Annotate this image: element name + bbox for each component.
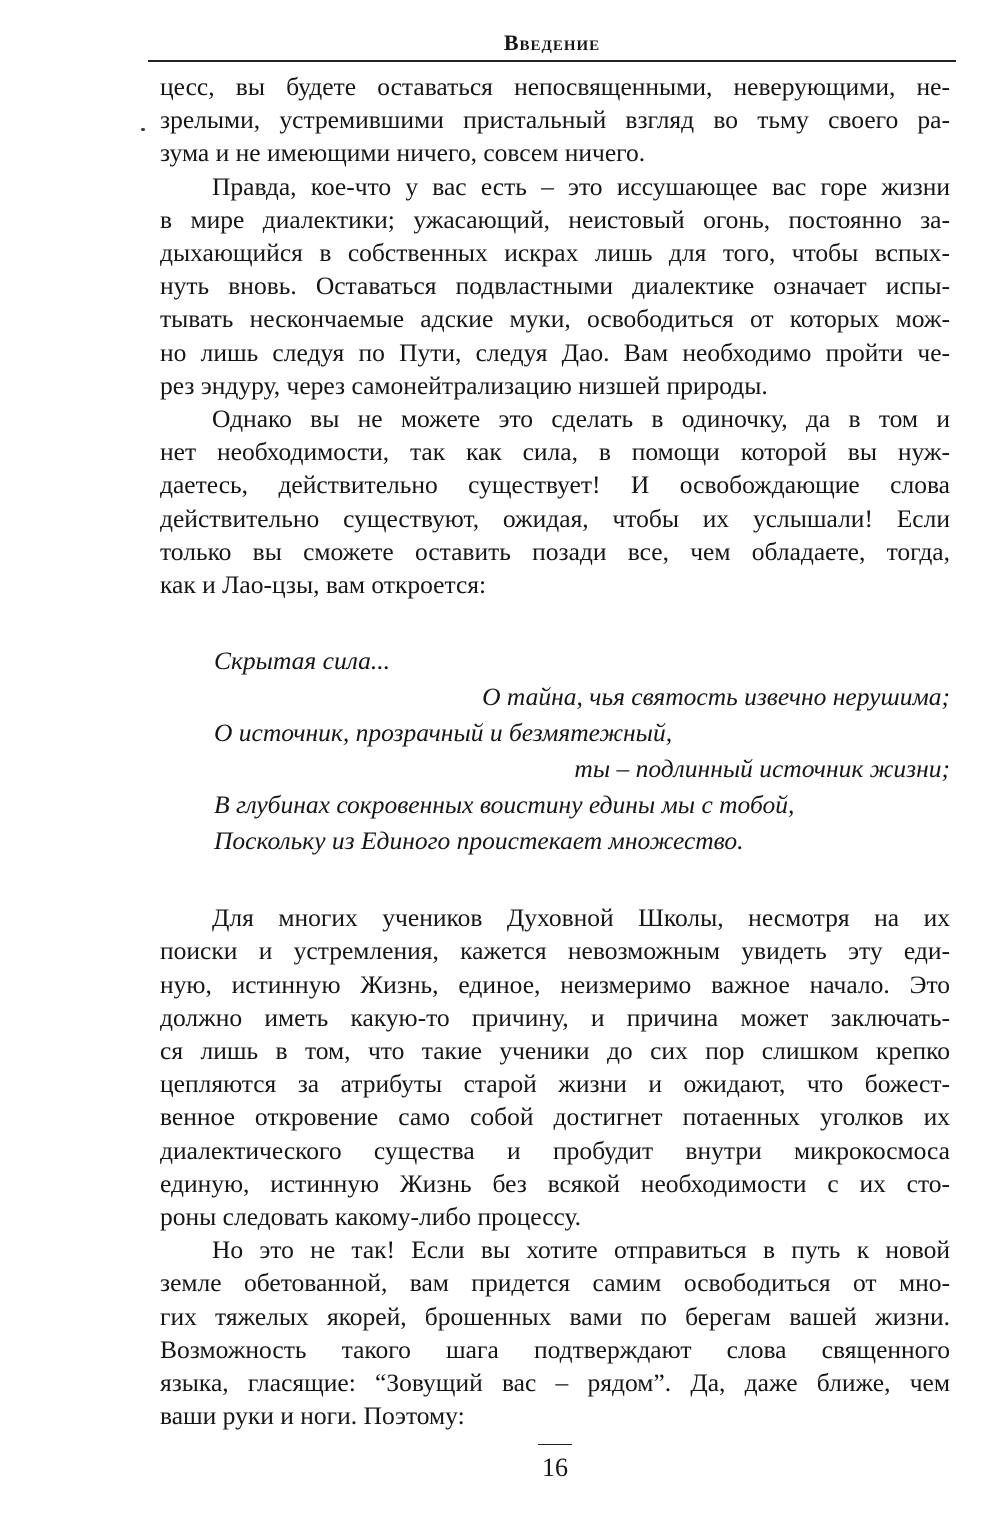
paragraph bbox=[160, 70, 950, 170]
paragraph bbox=[160, 402, 950, 601]
text-line: зрелыми, устремившими пристальный взгляд во тьму своего ра- bbox=[160, 105, 950, 135]
text-line: ваши руки и ноги. Поэтому: bbox=[160, 1401, 465, 1431]
text-line: Для многих учеников Духовной Школы, несмотря на их bbox=[212, 903, 950, 933]
text-line: поиски и устремления, кажется невозможным увидеть эту еди- bbox=[160, 936, 950, 966]
poem-line: В глубинах сокровенных воистину едины мы с тобой, bbox=[214, 790, 795, 820]
poem-line: Скрытая сила... bbox=[214, 646, 391, 676]
body-text bbox=[160, 70, 950, 1433]
text-line: дыхающийся в собственных искрах лишь для того, чтобы вспых- bbox=[160, 238, 950, 268]
header-rule bbox=[148, 60, 956, 62]
text-line: должно иметь какую-то причину, и причина может заключать- bbox=[160, 1002, 950, 1032]
text-line: ную, истинную Жизнь, единое, неизмеримо важное начало. Это bbox=[160, 969, 950, 999]
text-line: как и Лао-цзы, вам откроется: bbox=[160, 570, 487, 600]
text-line: рез эндуру, через самонейтрализацию низшей природы. bbox=[160, 370, 768, 400]
text-line: диалектического существа и пробудит внутри микрокосмоса bbox=[160, 1135, 950, 1165]
paragraph bbox=[160, 901, 950, 1233]
text-line: цепляются за атрибуты старой жизни и ожидают, что божест- bbox=[160, 1069, 950, 1099]
paragraph bbox=[160, 1233, 950, 1432]
text-line: даетесь, действительно существует! И освобождающие слова bbox=[160, 470, 950, 500]
paragraphs-before-poem bbox=[160, 70, 950, 601]
page-number: 16 bbox=[542, 1453, 568, 1482]
text-line: венное откровение само собой достигнет потаенных уголков их bbox=[160, 1102, 950, 1132]
text-line: Но это не так! Если вы хотите отправиться в путь к новой bbox=[212, 1235, 950, 1265]
text-line: единую, истинную Жизнь без всякой необходимости с их сто- bbox=[160, 1168, 950, 1198]
text-line: в мире диалектики; ужасающий, неистовый огонь, постоянно за- bbox=[160, 204, 950, 234]
poem-line: О источник, прозрачный и безмятежный, bbox=[214, 718, 673, 748]
scan-speck bbox=[141, 128, 145, 131]
paragraph bbox=[160, 170, 950, 402]
text-line: Возможность такого шага подтверждают слова священного bbox=[160, 1334, 950, 1364]
text-line: роны следовать какому-либо процессу. bbox=[160, 1202, 582, 1232]
poem-line: О тайна, чья святость извечно нерушима; bbox=[482, 682, 950, 712]
running-title: Введение bbox=[503, 30, 601, 55]
page-number-rule bbox=[538, 1444, 572, 1445]
text-line: нет необходимости, так как сила, в помощи которой вы нуж- bbox=[160, 437, 950, 467]
poem-quote bbox=[214, 643, 950, 859]
text-line: ся лишь в том, что такие ученики до сих пор слишком крепко bbox=[160, 1036, 950, 1066]
text-line: действительно существуют, ожидая, чтобы их услышали! Если bbox=[160, 503, 950, 533]
text-line: тывать нескончаемые адские муки, освободиться от которых мож- bbox=[160, 304, 950, 334]
poem-line: Поскольку из Единого проистекает множество. bbox=[214, 826, 744, 856]
text-line: зума и не имеющими ничего, совсем ничего. bbox=[160, 138, 646, 168]
text-line: цесс, вы будете оставаться непосвященными, неверующими, не- bbox=[160, 72, 950, 101]
text-line: нуть вновь. Оставаться подвластными диалектике означает испы- bbox=[160, 271, 950, 301]
text-line: языка, гласящие: “Зовущий вас – рядом”. Да, даже ближе, чем bbox=[160, 1368, 950, 1398]
text-line: гих тяжелых якорей, брошенных вами по берегам вашей жизни. bbox=[160, 1301, 950, 1331]
text-line: Правда, кое-что у вас есть – это иссушающее вас горе жизни bbox=[212, 171, 950, 201]
text-line: земле обетованной, вам придется самим освободиться от мно- bbox=[160, 1268, 950, 1298]
text-line: но лишь следуя по Пути, следуя Дао. Вам необходимо пройти че- bbox=[160, 337, 950, 367]
text-line: Однако вы не можете это сделать в одиночку, да в том и bbox=[212, 404, 950, 434]
text-line: только вы сможете оставить позади все, чем обладаете, тогда, bbox=[160, 536, 950, 566]
paragraphs-after-poem bbox=[160, 901, 950, 1432]
poem-line: ты – подлинный источник жизни; bbox=[574, 754, 950, 784]
